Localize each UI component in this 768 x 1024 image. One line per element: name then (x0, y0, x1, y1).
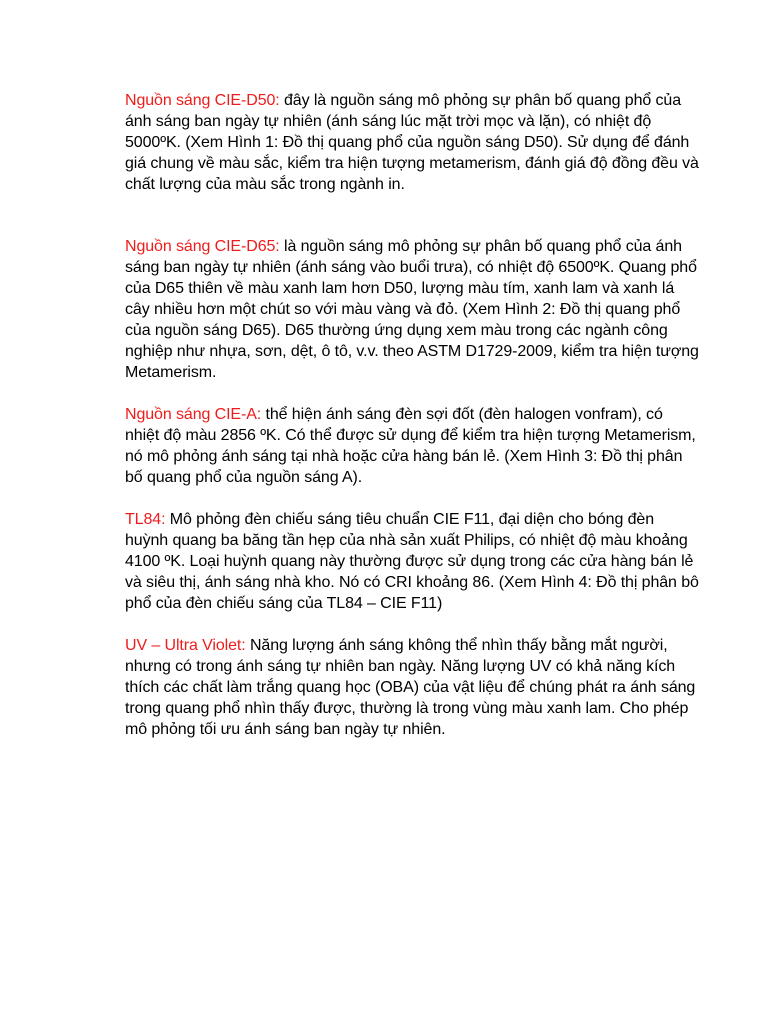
paragraph-spacer (125, 383, 700, 404)
term-cie-a: Nguồn sáng CIE-A: (125, 406, 262, 423)
paragraph-spacer (125, 195, 700, 236)
paragraph-uv-text: Năng lượng ánh sáng không thể nhìn thấy bằng mắt người, nhưng có trong ánh sáng tự nhiên ban ngày. Năng lượng UV có khả năng kích thích các chất làm trắng quang học (OBA) của vật liệu để chúng phát ra ánh sáng trong quang phổ nhìn thấy được, thường là trong vùng màu xanh lam. Cho phép mô phỏng tối ưu ánh sáng ban ngày tự nhiên. (125, 637, 696, 738)
paragraph-cie-a (125, 404, 700, 488)
paragraph-d65-text: là nguồn sáng mô phỏng sự phân bố quang phổ của ánh sáng ban ngày tự nhiên (ánh sáng vào buổi trưa), có nhiệt độ 6500ºK. Quang phổ của D65 thiên về màu xanh lam hơn D50, lượng màu tím, xanh lam và xanh lá cây nhiều hơn một chút so với màu vàng và đỏ. (Xem Hình 2: Đồ thị quang phổ của nguồn sáng D65). D65 thường ứng dụng xem màu trong các ngành công nghiệp như nhựa, sơn, dệt, ô tô, v.v. theo ASTM D1729-2009, kiểm tra hiện tượng Metamerism. (125, 238, 699, 381)
paragraph-spacer (125, 614, 700, 635)
term-uv: UV – Ultra Violet: (125, 637, 246, 654)
paragraph-tl84-text: Mô phỏng đèn chiếu sáng tiêu chuẩn CIE F11, đại diện cho bóng đèn huỳnh quang ba băng tần hẹp của nhà sản xuất Philips, có nhiệt độ màu khoảng 4100 ºK. Loại huỳnh quang này thường được sử dụng trong các cửa hàng bán lẻ và siêu thị, ánh sáng nhà kho. Nó có CRI khoảng 86. (Xem Hình 4: Đồ thị phân bô phổ của đèn chiếu sáng của TL84 – CIE F11) (125, 511, 699, 612)
paragraph-cie-a-text: thể hiện ánh sáng đèn sợi đốt (đèn halogen vonfram), có nhiệt độ màu 2856 ºK. Có thể được sử dụng để kiểm tra hiện tượng Metamerism, nó mô phỏng ánh sáng tại nhà hoặc cửa hàng bán lẻ. (Xem Hình 3: Đồ thị phân bố quang phổ của nguồn sáng A). (125, 406, 696, 486)
paragraph-tl84 (125, 509, 700, 614)
paragraph-d50 (125, 90, 700, 195)
paragraph-d65 (125, 236, 700, 383)
paragraph-uv (125, 635, 700, 740)
term-tl84: TL84: (125, 511, 166, 528)
paragraph-spacer (125, 488, 700, 509)
term-d65: Nguồn sáng CIE-D65: (125, 238, 280, 255)
paragraph-d50-text: đây là nguồn sáng mô phỏng sự phân bố quang phổ của ánh sáng ban ngày tự nhiên (ánh sáng lúc mặt trời mọc và lặn), có nhiệt độ 5000ºK. (Xem Hình 1: Đồ thị quang phổ của nguồn sáng D50). Sử dụng để đánh giá chung về màu sắc, kiểm tra hiện tượng metamerism, đánh giá độ đồng đều và chất lượng của màu sắc trong ngành in. (125, 92, 699, 193)
document-page (125, 90, 700, 740)
term-d50: Nguồn sáng CIE-D50: (125, 92, 280, 109)
